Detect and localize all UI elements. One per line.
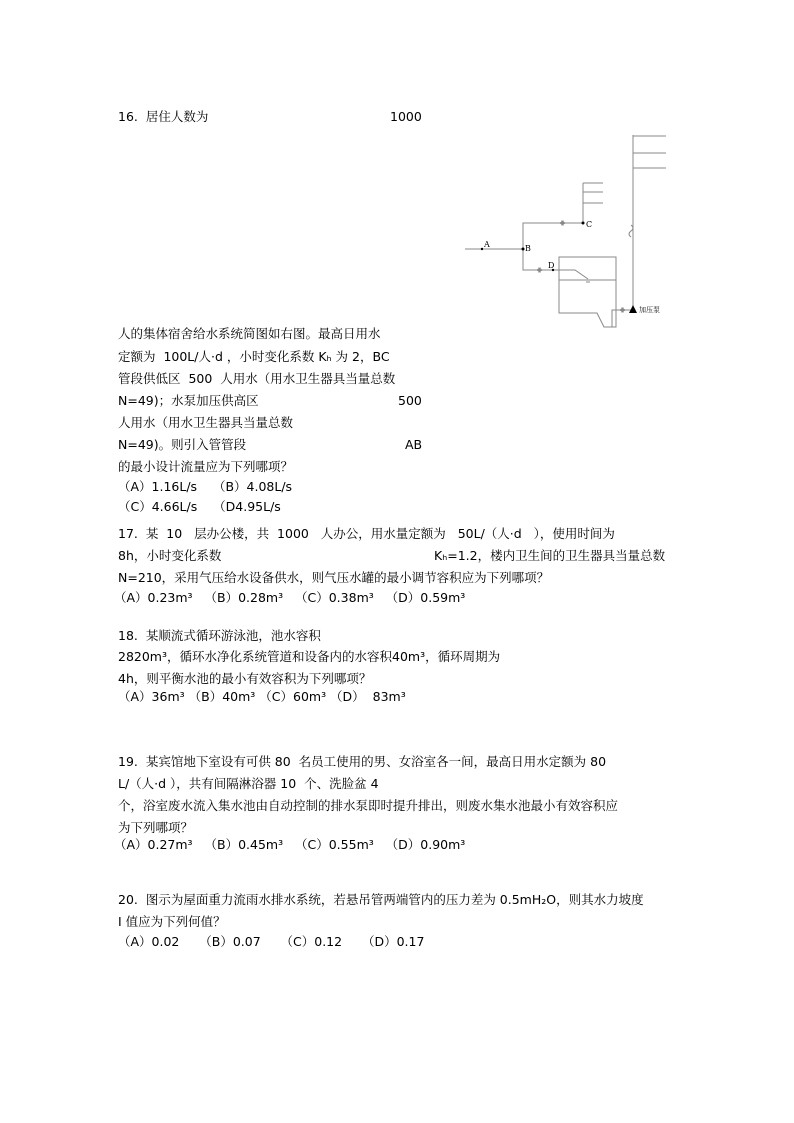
diagram-label-b: B [525,244,531,253]
q16-line: N=49)。则引入管管段 [118,437,247,452]
diagram-label-pump: 加压泵 [639,306,660,314]
q16-line: 定额为 100L/人·d ，小时变化系数 Kₕ 为 2，BC [118,349,390,364]
q19-line: 为下列哪项？ [118,820,194,835]
q19-options: （A）0.27m³ （B）0.45m³ （C）0.55m³ （D）0.90m³ [114,837,466,852]
diagram-label-c: C [586,220,593,229]
q16-right-value: 500 [398,393,422,408]
q17-line: N=210，采用气压给水设备供水，则气压水罐的最小调节容积应为下列哪项？ [118,570,550,585]
q16-options: （C）4.66L/s （D4.95L/s [118,499,281,514]
q19-line: 19. 某宾馆地下室设有可供 80 名员工使用的男、女浴室各一间，最高日用水定额为 80 [118,754,607,769]
q18-options: （A）36m³ （B）40m³ （C）60m³ （D） 83m³ [118,689,406,704]
q20-options: （A）0.02 （B）0.07 （C）0.12 （D）0.17 [118,934,425,949]
q18-line: 4h，则平衡水池的最小有效容积为下列哪项？ [118,671,372,686]
q18-line: 2820m³，循环水净化系统管道和设备内的水容积40m³，循环周期为 [118,649,501,664]
diagram-label-d: D [548,261,555,270]
q18-line: 18. 某顺流式循环游泳池，池水容积 [118,628,321,643]
q16-line: 的最小设计流量应为下列哪项？ [118,459,294,474]
q16-line: 管段供低区 500 人用水（用水卫生器具当量总数 [118,371,396,386]
q16-line: N=49)；水泵加压供高区 [118,393,259,408]
q16-right-value: AB [405,437,423,452]
q17-options: （A）0.23m³ （B）0.28m³ （C）0.38m³ （D）0.59m³ [114,590,466,605]
q17-line: 8h，小时变化系数 [118,548,222,563]
q20-line: I 值应为下列何值？ [118,914,226,929]
q16-head: 16. 居住人数为 [118,109,209,124]
q19-line: 个，浴室废水流入集水池由自动控制的排水泵即时提升排出，则废水集水池最小有效容积应 [118,798,619,813]
q16-line: 人的集体宿舍给水系统简图如右图。最高日用水 [118,326,381,341]
q16-head-number: 1000 [390,109,422,124]
q17-line-right: Kₕ=1.2，楼内卫生间的卫生器具当量总数 [434,548,666,563]
q20-line: 20. 图示为屋面重力流雨水排水系统，若悬吊管两端管内的压力差为 0.5mH₂O，则其水力坡度 [118,892,644,907]
q17-line: 17. 某 10 层办公楼，共 1000 人办公，用水量定额为 50L/（人·d ），使用时间为 [118,526,615,541]
q16-options: （A）1.16L/s （B）4.08L/s [118,479,293,494]
q19-line: L/（人·d ），共有间隔淋浴器 10 个、洗脸盆 4 [118,776,379,791]
diagram-label-a: A [484,240,490,249]
q16-line: 人用水（用水卫生器具当量总数 [118,415,294,430]
